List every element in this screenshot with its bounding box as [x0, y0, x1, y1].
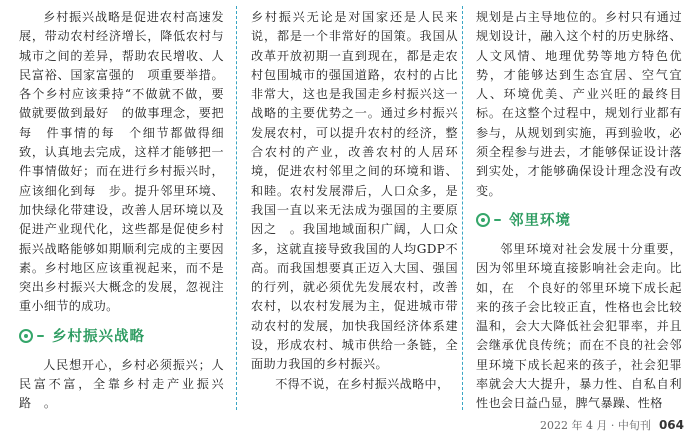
section-heading-neighborhood — [476, 205, 682, 235]
body-paragraph: 规划是占主导地位的。乡村只有通过规划设计，融入这个村的历史脉络、人文风情、地理优势等地方特色优势，才能够达到生态宜居、空气宜人、环境优美、产业兴旺的最终目标。在这整个过程中，规划行业都有参与，从规划到实施，再到验收，必须全程参与进去，才能够保证设计落到实处，才能够确保设计理念没有改变。 — [476, 10, 682, 198]
text-column-2 — [251, 8, 458, 412]
heading-bullet-icon — [19, 329, 33, 343]
page-number: 064 — [658, 418, 684, 432]
text-column-1 — [19, 8, 224, 412]
issue-date: 2022 年 4 月 · 中旬刊 — [539, 419, 651, 432]
body-paragraph: 不得不说，在乡村振兴战略中， — [275, 376, 450, 391]
page-footer — [540, 417, 684, 433]
heading-bullet-dash — [494, 219, 501, 221]
body-paragraph: 乡村振兴无论是对国家还是人民来说，都是一个非常好的国策。我国从改革开放初期一直到现在，都是走农村包围城市的强国道路，农村的占比非常大，这也是我国走乡村振兴这一战略的主要优势之一。通过乡村振兴发展农村，可以提升农村的经济，整合农村的产业，改善农村的人居环境，促进农村邻里之间的环境和谐、和睦。农村发展滞后，人口众多，是我国一直以来无法成为强国的主要原因之 。我国地域面积广阔，人口众多，这就直接导致我国的人均GDP不高。而我国想要真正迈入大国、强国的行列，就必须优先发展农村，改善农村，以农村发展为主，促进城市带动农村的发展，加快我国经济体系建设，形成农村、城市供给一条链，全面助力我国的乡村振兴。 — [251, 10, 458, 372]
heading-bullet-dash — [37, 335, 44, 337]
heading-bullet-icon — [476, 213, 490, 227]
column-divider — [236, 6, 237, 410]
body-paragraph: 人民想开心，乡村必须振兴；人民富不富，全靠乡村走产业振兴路 。 — [19, 357, 224, 411]
section-heading-text: 乡村振兴战略 — [52, 329, 145, 346]
body-paragraph: 邻里环境对社会发展十分重要，因为邻里环境直接影响社会走向。比如，在 个良好的邻里环境下成长起来的孩子会比较正直，性格也会比较温和，会大大降低社会犯罪率，并且会继承优良传统；而在不良的社会邻里环境下成长起来的孩子，社会犯罪率就会大大提升，暴力性、自私自利性也会日益凸显，脾气暴躁、性格 — [476, 241, 682, 411]
column-divider — [462, 6, 463, 410]
section-heading-text: 邻里环境 — [509, 213, 571, 230]
text-column-3 — [476, 8, 682, 412]
body-paragraph: 乡村振兴战略是促进农村高速发展，带动农村经济增长，降低农村与城市之间的差异，帮助农民增收、人民富裕、国家富强的 项重要举措。各个乡村应该秉持“不做就不做，要做就要做到最好 的做事理念，要把每 件事情的每 个细节都做得细致，认真地去完成，这样才能够把一件事情做好；而在进行乡村振兴时，应该细化到每 步。提升邻里环境、加快绿化带建设，改善人居环境以及促进产业现代化，这些都是促使乡村振兴战略能够如期顺利完成的主要因素。乡村地区应该重视起来，而不是突出乡村振兴大概念的发展，忽视注重小细节的成功。 — [19, 10, 224, 314]
section-heading-rural-revitalization — [19, 321, 224, 351]
